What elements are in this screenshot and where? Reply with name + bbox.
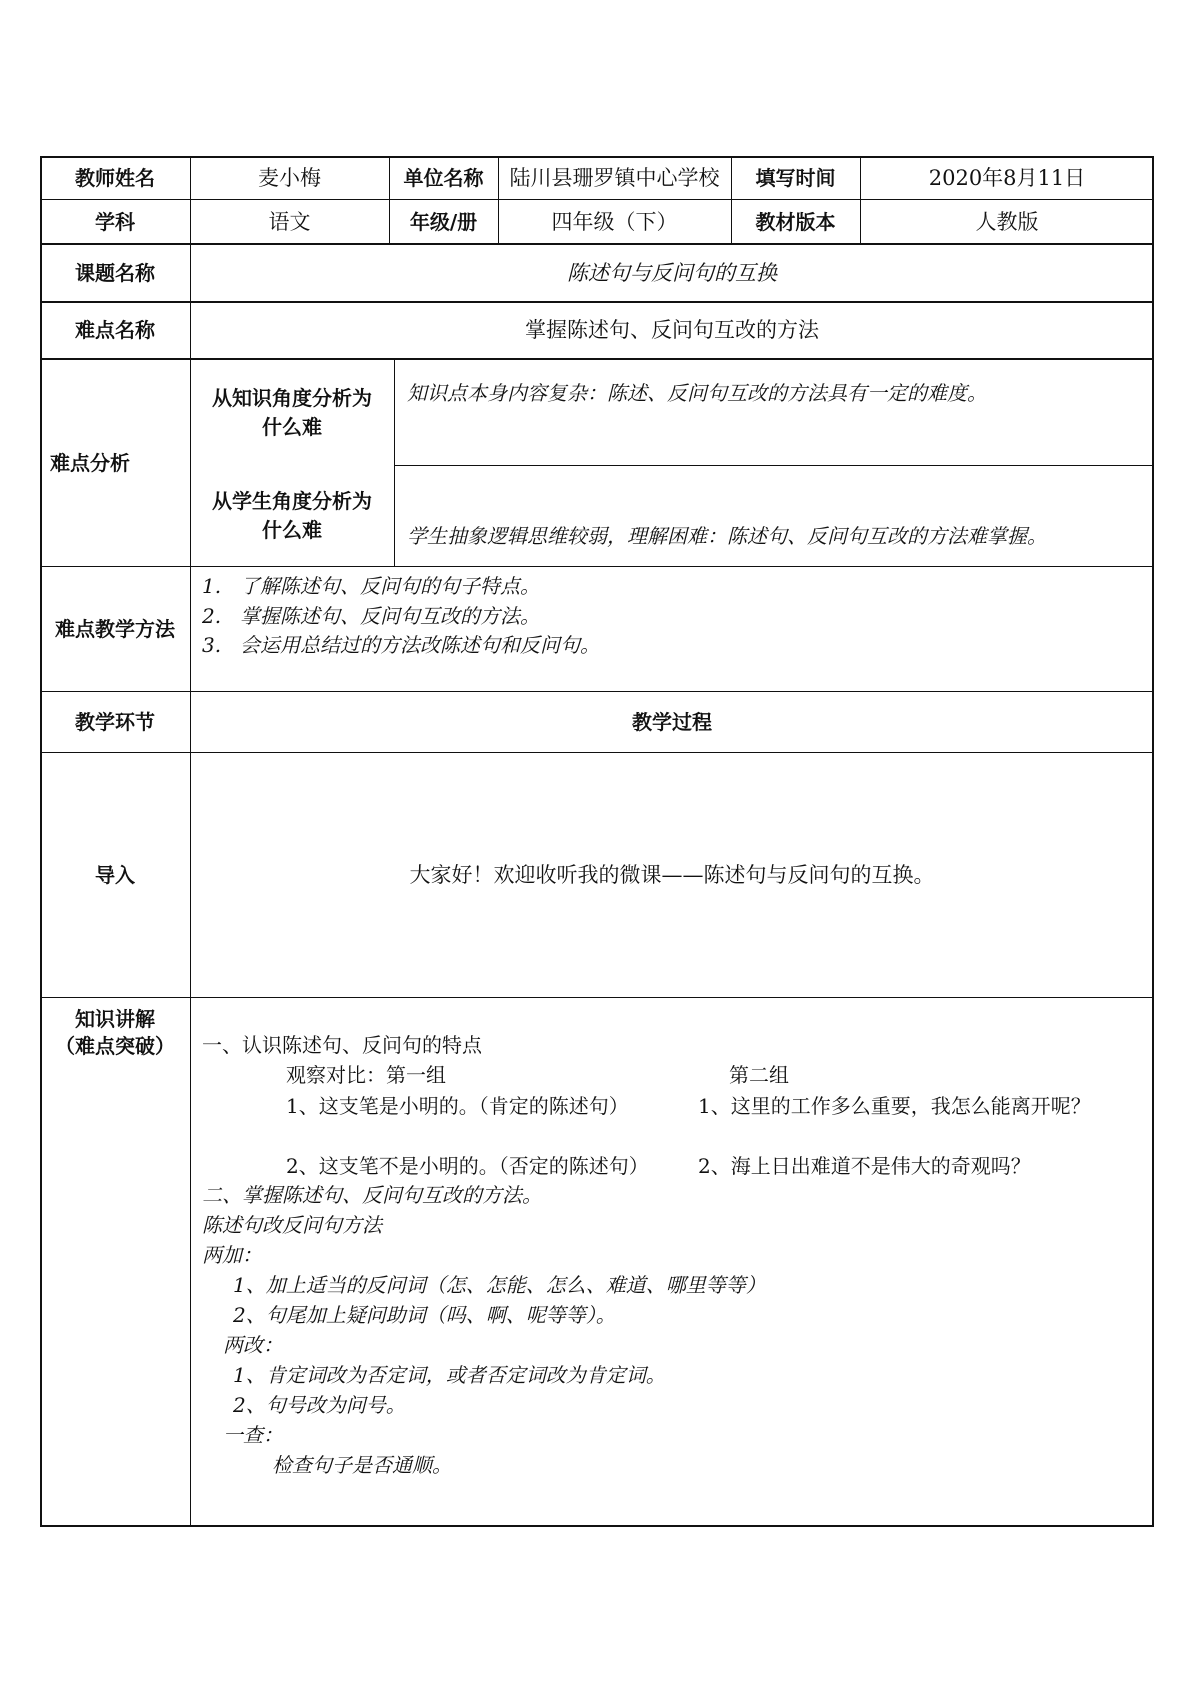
student-angle-value: 学生抽象逻辑思维较弱，理解困难：陈述句、反问句互改的方法难掌握。 <box>407 524 1047 548</box>
intro-label: 导入 <box>95 862 135 887</box>
group2-sentence-1: 1、这里的工作多么重要，我怎么能离开呢？ <box>698 1094 1091 1118</box>
unit-name-label: 单位名称 <box>403 165 484 190</box>
add-rule-1: 1、加上适当的反问词（怎、怎能、怎么、难道、哪里等等） <box>233 1273 766 1297</box>
method-item-2: 2. 掌握陈述句、反问句互改的方法。 <box>202 604 540 628</box>
methods-label: 难点教学方法 <box>55 616 175 641</box>
teacher-name-label: 教师姓名 <box>75 165 155 190</box>
knowledge-angle-label: 从知识角度分析为 什么难 <box>212 385 372 439</box>
process-header: 教学过程 <box>632 709 712 734</box>
group2-sentence-2: 2、海上日出难道不是伟大的奇观吗？ <box>698 1154 1031 1178</box>
observe-group-2: 第二组 <box>729 1063 789 1087</box>
difficulty-label: 难点名称 <box>75 318 155 342</box>
one-check-heading: 一查： <box>223 1423 283 1447</box>
two-add-heading: 两加： <box>202 1243 262 1267</box>
fill-date-value: 2020年8月11日 <box>928 165 1086 190</box>
stage-header: 教学环节 <box>75 709 155 734</box>
topic-value: 陈述句与反问句的互换 <box>567 260 777 285</box>
method-title: 陈述句改反问句方法 <box>202 1213 382 1237</box>
topic-label: 课题名称 <box>75 260 155 285</box>
unit-name-value: 陆川县珊罗镇中心学校 <box>509 165 720 190</box>
group1-sentence-1: 1、这支笔是小明的。（肯定的陈述句） <box>286 1094 629 1118</box>
difficulty-value: 掌握陈述句、反问句互改的方法 <box>525 318 819 343</box>
edition-value: 人教版 <box>975 209 1039 234</box>
fill-date-label: 填写时间 <box>755 165 836 190</box>
add-rule-2: 2、句尾加上疑问助词（吗、啊、呢等等）。 <box>233 1303 616 1327</box>
knowledge-line-2: 二、掌握陈述句、反问句互改的方法。 <box>202 1183 542 1207</box>
knowledge-label: 知识讲解 （难点突破） <box>55 1007 175 1058</box>
method-item-1: 1. 了解陈述句、反问句的句子特点。 <box>202 574 540 598</box>
change-rule-2: 2、句号改为问号。 <box>233 1393 406 1417</box>
two-change-heading: 两改： <box>223 1333 283 1357</box>
edition-label: 教材版本 <box>755 209 836 234</box>
teacher-name-value: 麦小梅 <box>258 165 321 190</box>
observe-group-1: 观察对比：第一组 <box>286 1063 446 1087</box>
check-rule-1: 检查句子是否通顺。 <box>272 1453 452 1477</box>
knowledge-line-1: 一、认识陈述句、反问句的特点 <box>202 1033 482 1057</box>
lesson-plan-table <box>40 156 1154 1527</box>
intro-text: 大家好！欢迎收听我的微课——陈述句与反问句的互换。 <box>409 862 935 887</box>
change-rule-1: 1、肯定词改为否定词，或者否定词改为肯定词。 <box>233 1363 666 1387</box>
analysis-label: 难点分析 <box>50 450 130 475</box>
subject-label: 学科 <box>95 209 135 234</box>
student-angle-label: 从学生角度分析为 什么难 <box>212 489 372 542</box>
method-item-3: 3. 会运用总结过的方法改陈述句和反问句。 <box>202 633 600 657</box>
grade-label: 年级/册 <box>409 209 478 234</box>
group1-sentence-2: 2、这支笔不是小明的。（否定的陈述句） <box>286 1154 649 1178</box>
subject-value: 语文 <box>268 209 311 234</box>
grade-value: 四年级（下） <box>551 209 678 234</box>
knowledge-angle-value: 知识点本身内容复杂：陈述、反问句互改的方法具有一定的难度。 <box>407 381 987 405</box>
